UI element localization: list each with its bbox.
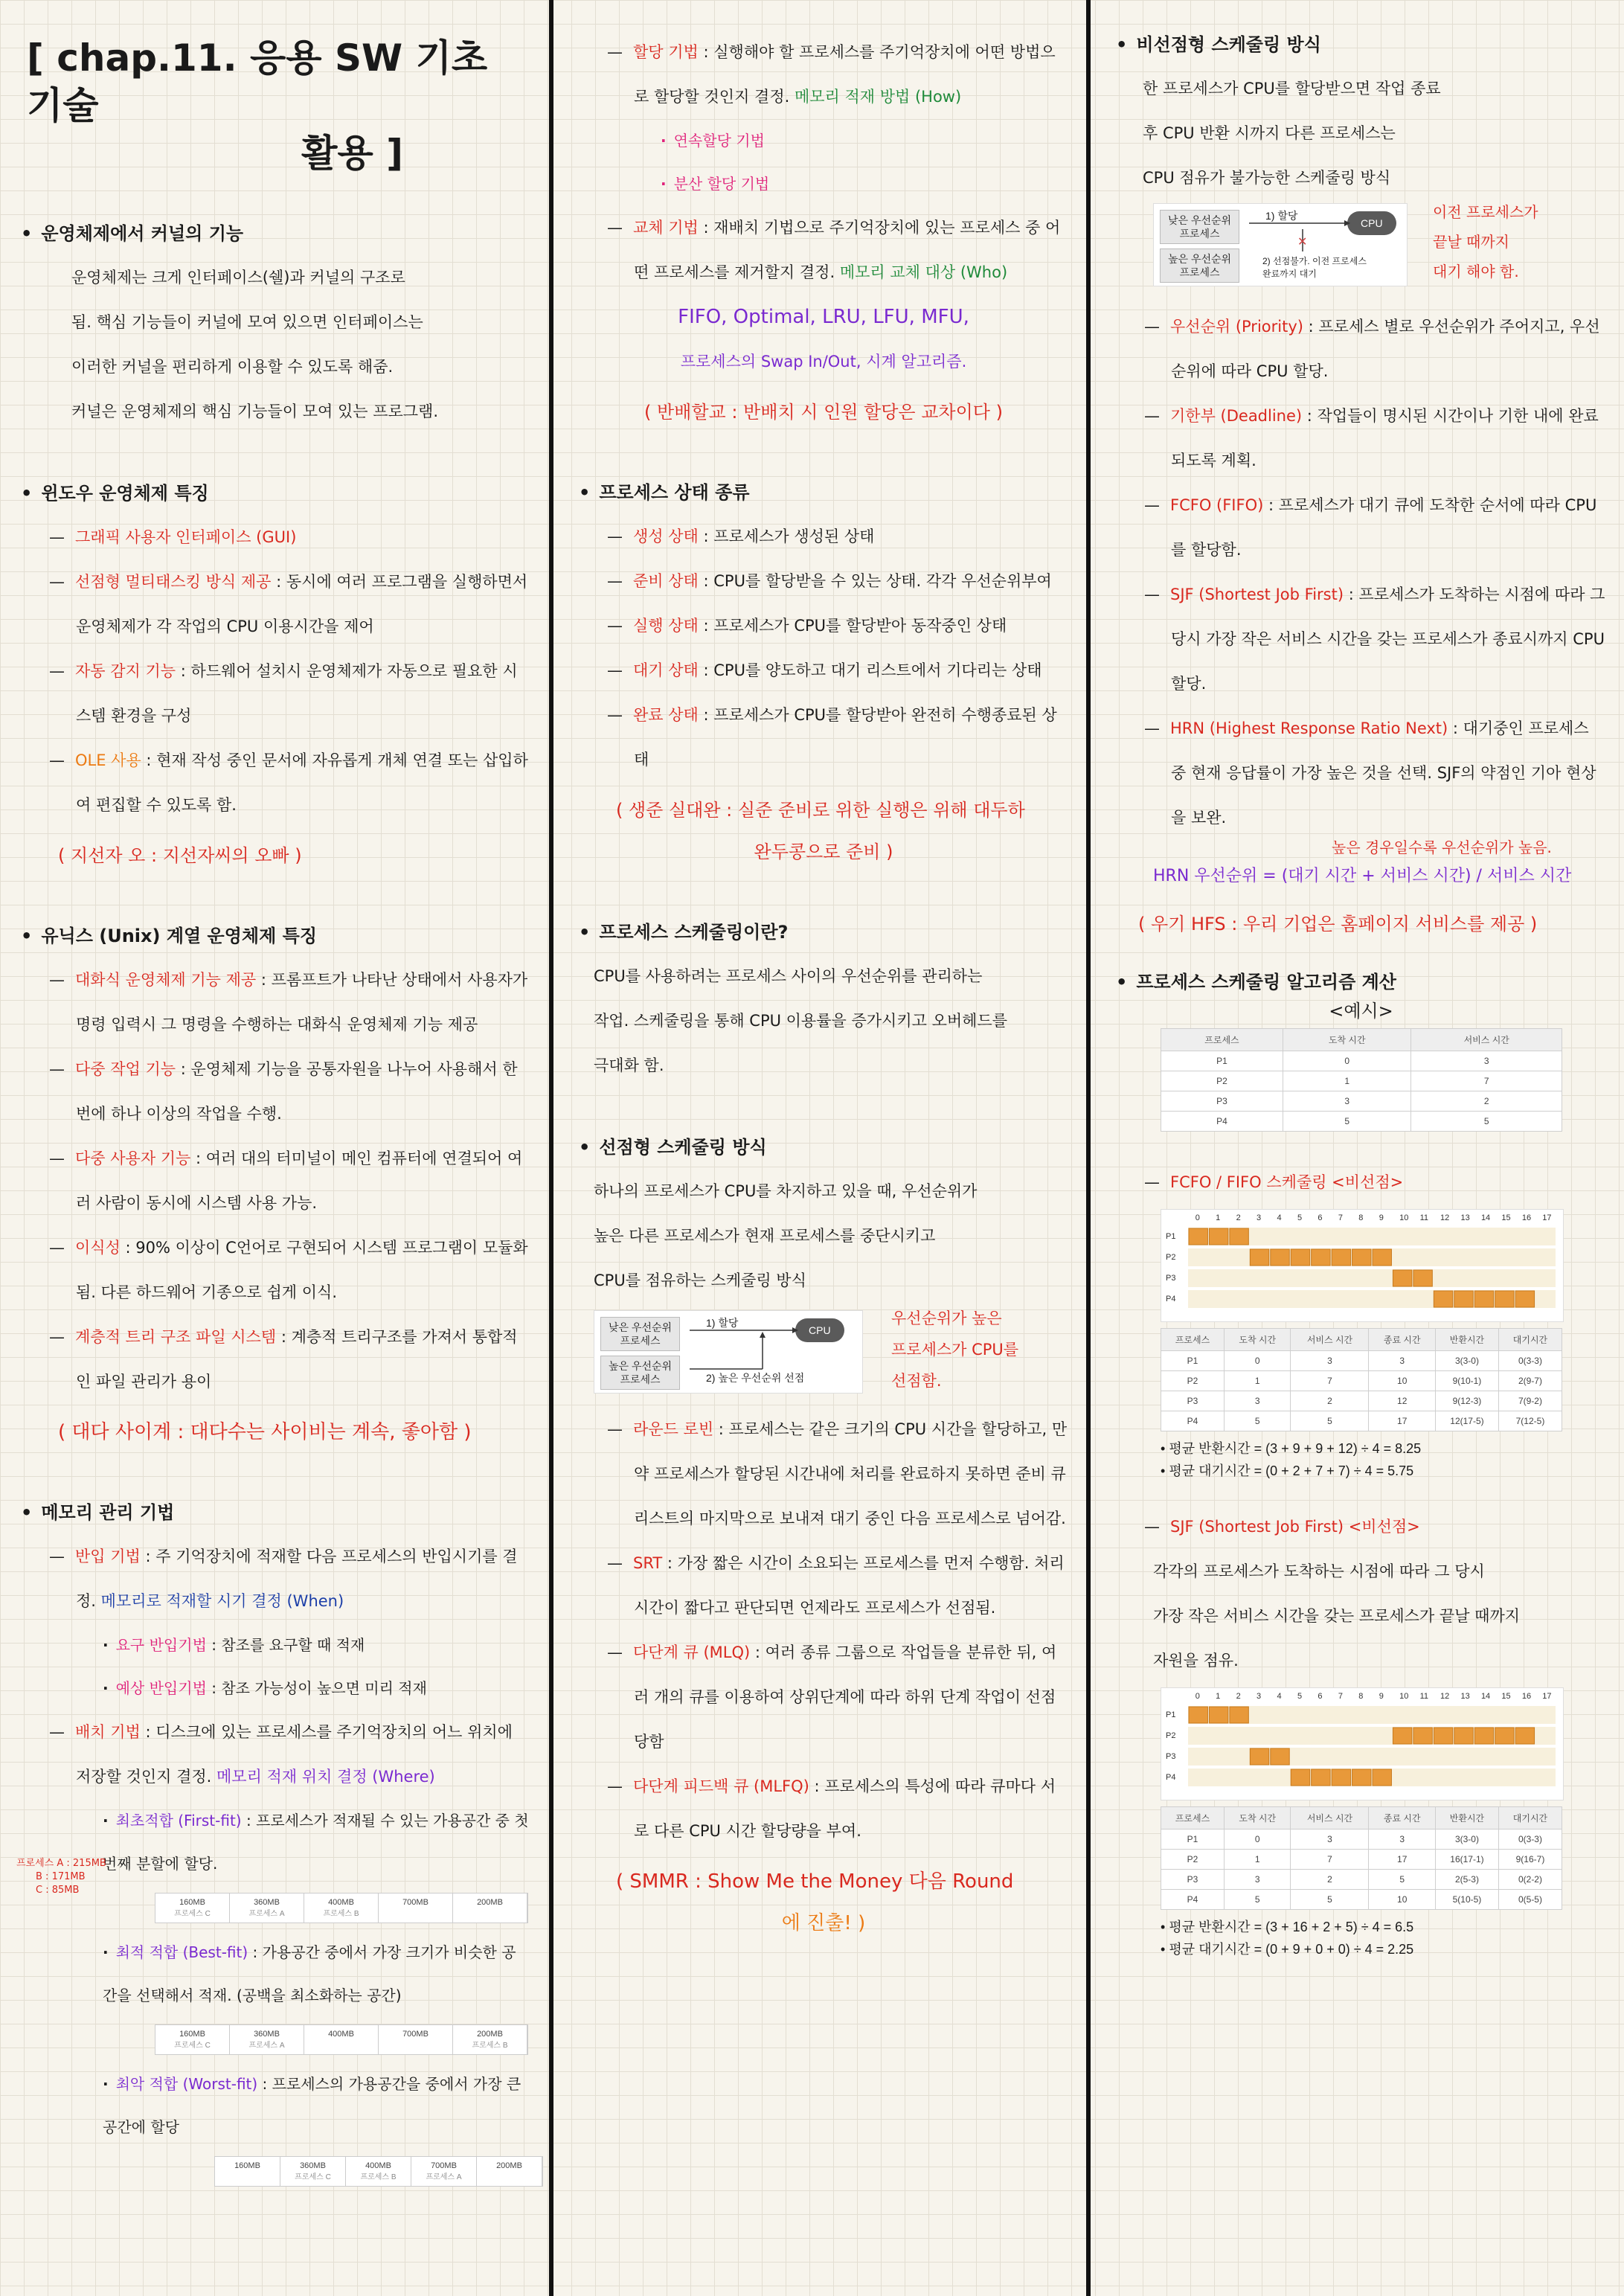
- table-row: P1 0 3: [1161, 1051, 1562, 1071]
- gantt-row-label: P1: [1166, 1232, 1176, 1241]
- gantt-tick: 2: [1236, 1692, 1241, 1701]
- memory-block: 200MB 프로세스 B: [453, 2025, 527, 2054]
- gantt-bar-cell: [1312, 1769, 1330, 1786]
- memory-block: 700MB: [379, 1893, 453, 1923]
- gantt-bar-cell: [1209, 1228, 1227, 1245]
- kernel-line: 됨. 핵심 기능들이 커널에 모여 있으면 인터페이스는: [71, 313, 423, 331]
- gantt-bar-cell: [1373, 1769, 1391, 1786]
- gantt-bar-cell: [1312, 1249, 1330, 1266]
- unix-item: — 다중 작업 기능 : 운영체제 기능을 공통자원을 나누어 사용해서 한번에 하나 이상의 작업을 수행.: [49, 1047, 530, 1136]
- sjf-line: 각각의 프로세스가 도착하는 시점에 따라 그 당시: [1153, 1562, 1485, 1580]
- table-row: P2 1 7 17 16(17-1) 9(16-7): [1161, 1850, 1562, 1870]
- memory-block: 700MB 프로세스 A: [411, 2157, 477, 2186]
- memory-block: 360MB 프로세스 C: [280, 2157, 346, 2186]
- gantt-tick: 8: [1358, 1692, 1364, 1701]
- gantt-bar-cell: [1515, 1728, 1534, 1744]
- nonpre-item: — SJF (Shortest Job First) : 프로세스가 도착하는 시점에 따라 그 당시 가장 작은 서비스 시간을 갖는 프로세스가 종료시까지 CPU 할당.: [1144, 572, 1606, 706]
- sjf-line: 자원을 점유.: [1153, 1652, 1239, 1670]
- arrow-label-1: 1) 할당: [1265, 210, 1298, 222]
- arrow-label-2: 2) 선점불가. 이전 프로세스 완료까지 대기: [1262, 256, 1367, 279]
- process-size: B : 171MB: [36, 1871, 86, 1882]
- gantt-bar-cell: [1230, 1228, 1248, 1245]
- memory-block: 360MB 프로세스 A: [230, 2025, 304, 2054]
- preempt-heading: • 선점형 스케줄링 방식: [579, 1132, 1068, 1158]
- state-item: — 완료 상태 : 프로세스가 CPU를 할당받아 완전히 수행종료된 상태: [607, 693, 1068, 782]
- arrows-icon: [1154, 204, 1407, 286]
- table-row: P3 3 2: [1161, 1091, 1562, 1112]
- memory-mnemonic: ( 반배할교 : 반배치 시 인원 할당은 교차이다 ): [644, 402, 1003, 423]
- memory-block: 400MB 프로세스 B: [304, 1893, 379, 1923]
- fcfo-gantt-chart: [1161, 1209, 1564, 1322]
- gantt-tick: 13: [1460, 1213, 1470, 1222]
- gantt-bar-cell: [1434, 1728, 1452, 1744]
- state-item: — 생성 상태 : 프로세스가 생성된 상태: [607, 514, 1068, 559]
- nonpre-line: 한 프로세스가 CPU를 할당받으면 작업 종료: [1143, 80, 1441, 97]
- nonpre-diagram: [1153, 203, 1408, 286]
- gantt-tick: 0: [1195, 1213, 1200, 1222]
- preempt-item: — SRT : 가장 짧은 시간이 소요되는 프로세스를 먼저 수행함. 처리시간이 짧다고 판단되면 언제라도 프로세스가 선점됨.: [607, 1541, 1068, 1630]
- replace-algos: FIFO, Optimal, LRU, LFU, MFU,: [678, 306, 969, 328]
- gantt-bar-cell: [1515, 1291, 1534, 1307]
- gantt-tick: 7: [1338, 1213, 1343, 1222]
- windows-item: — 선점형 멀티태스킹 방식 제공 : 동시에 여러 프로그램을 실행하면서 운영체제가 각 작업의 CPU 이용시간을 제어: [49, 559, 530, 649]
- gantt-row-label: P4: [1166, 1295, 1176, 1303]
- gantt-tick: 5: [1297, 1213, 1303, 1222]
- high-priority-box: 높은 우선순위 프로세스: [600, 1356, 680, 1390]
- memory-row-best: [155, 2024, 528, 2055]
- windows-mnemonic: ( 지선자 오 : 지선자씨의 오빠 ): [58, 845, 302, 866]
- gantt-tick: 10: [1399, 1213, 1409, 1222]
- gantt-tick: 6: [1318, 1692, 1323, 1701]
- state-item: — 대기 상태 : CPU를 양도하고 대기 리스트에서 기다리는 상태: [607, 648, 1068, 693]
- hrn-formula: HRN 우선순위 = (대기 시간 + 서비스 시간) / 서비스 시간: [1153, 867, 1572, 885]
- unix-item: — 다중 사용자 기능 : 여러 대의 터미널이 메인 컴퓨터에 연결되어 여러 사람이 동시에 시스템 사용 가능.: [49, 1136, 530, 1225]
- calc-heading: • 프로세스 스케줄링 알고리즘 계산: [1116, 967, 1606, 993]
- gantt-tick: 15: [1501, 1692, 1511, 1701]
- nonpre-item: — FCFO (FIFO) : 프로세스가 대기 큐에 도착한 순서에 따라 CPU를 할당함.: [1144, 483, 1606, 572]
- sjf-avg-turnaround: • 평균 반환시간 = (3 + 16 + 2 + 5) ÷ 4 = 6.5: [1161, 1916, 1606, 1938]
- nonpre-figure: [1153, 200, 1606, 304]
- nonpre-item: — HRN (Highest Response Ratio Next) : 대기중인 프로세스 중 현재 응답률이 가장 높은 것을 선택. SJF의 약점인 기아 현상을 보완.: [1144, 706, 1606, 840]
- fcfo-title: — FCFO / FIFO 스케줄링 <비선점>: [1144, 1160, 1606, 1205]
- gantt-lane: [1188, 1769, 1556, 1786]
- gantt-bar-cell: [1332, 1249, 1350, 1266]
- gantt-lane: [1188, 1748, 1556, 1766]
- unix-item: — 대화식 운영체제 기능 제공 : 프롬프트가 나타난 상태에서 사용자가 명령 입력시 그 명령을 수행하는 대화식 운영체제 기능 제공: [49, 958, 530, 1047]
- windows-item: — 자동 감지 기능 : 하드웨어 설치시 운영체제가 자동으로 필요한 시스템 환경을 구성: [49, 649, 530, 738]
- gantt-bar-cell: [1413, 1270, 1432, 1286]
- gantt-bar-cell: [1474, 1291, 1493, 1307]
- preempt-line: 하나의 프로세스가 CPU를 차지하고 있을 때, 우선순위가: [594, 1182, 978, 1200]
- fcfo-result-table: 프로세스 도착 시간 서비스 시간 종료 시간 반환시간 대기시간 P1 0 3 3 3(3-0) 0(3-3) P2 1 7 10 9(10-1) 2(9-7) P3 3 2 12 9(12-3) 7(9-2) P4 5 5 17 12(17-5) 7(12-5): [1161, 1328, 1562, 1431]
- table-row: P1 0 3 3 3(3-0) 0(3-3): [1161, 1830, 1562, 1850]
- title-line2: 활용 ]: [301, 132, 403, 175]
- preempt-line: 높은 다른 프로세스가 현재 프로세스를 중단시키고: [594, 1227, 936, 1245]
- gantt-tick: 11: [1419, 1213, 1429, 1222]
- state-heading: • 프로세스 상태 종류: [579, 478, 1068, 504]
- gantt-bar-cell: [1393, 1728, 1411, 1744]
- table-row: P3 3 2 5 2(5-3) 0(2-2): [1161, 1870, 1562, 1890]
- memory-block: 400MB: [304, 2025, 379, 2054]
- memory-block: 200MB: [477, 2157, 542, 2186]
- svg-text:✕: ✕: [1297, 236, 1308, 248]
- windows-item: — 그래픽 사용자 인터페이스 (GUI): [49, 515, 530, 559]
- preempt-item: — 다단계 큐 (MLQ) : 여러 종류 그룹으로 작업들을 분류한 뒤, 여러 개의 큐를 이용하여 상위단계에 따라 하위 단계 작업이 선점 당함: [607, 1630, 1068, 1764]
- state-mnemonic-2: 완두콩으로 준비 ): [754, 841, 893, 862]
- sjf-line: 가장 작은 서비스 시간을 갖는 프로세스가 끝날 때까지: [1153, 1607, 1521, 1625]
- gantt-tick: 11: [1419, 1692, 1429, 1701]
- first-fit-figure: [16, 1858, 530, 1923]
- sjf-result-table: 프로세스 도착 시간 서비스 시간 종료 시간 반환시간 대기시간 P1 0 3 3 3(3-0) 0(3-3) P2 1 7 17 16(17-1) 9(16-7) P3 3 2 5 2(5-3) 0(2-2) P4 5 5 10 5(10-5) 0(5-5): [1161, 1806, 1562, 1910]
- gantt-tick: 16: [1521, 1692, 1532, 1701]
- nonpre-item: — 기한부 (Deadline) : 작업들이 명시된 시간이나 기한 내에 완료 되도록 계획.: [1144, 394, 1606, 483]
- gantt-bar-cell: [1454, 1291, 1473, 1307]
- low-priority-box: 낮은 우선순위 프로세스: [1160, 210, 1239, 244]
- column-3: [1095, 0, 1624, 2296]
- replace-item: — 교체 기법 : 재배치 기법으로 주기억장치에 있는 프로세스 중 어떤 프로세스를 제거할지 결정. 메모리 교체 대상 (Who): [607, 205, 1068, 295]
- column-divider: [1086, 0, 1091, 2296]
- title-line1: [ chap.11. 응용 SW 기초 기술: [27, 36, 488, 127]
- fetch-sub: · 요구 반입기법 : 참조를 요구할 때 적재: [103, 1623, 530, 1667]
- gantt-tick: 2: [1236, 1213, 1241, 1222]
- kernel-heading: • 운영체제에서 커널의 기능: [21, 219, 530, 245]
- memory-block: 700MB: [379, 2025, 453, 2054]
- fcfo-avg-wait: • 평균 대기시간 = (0 + 2 + 7 + 7) ÷ 4 = 5.75: [1161, 1460, 1606, 1482]
- sjf-avg-wait: • 평균 대기시간 = (0 + 9 + 0 + 0) ÷ 4 = 2.25: [1161, 1938, 1606, 1960]
- gantt-bar-cell: [1413, 1728, 1432, 1744]
- gantt-tick: 14: [1480, 1213, 1491, 1222]
- table-row: P4 5 5: [1161, 1112, 1562, 1132]
- preempt-mnemonic-2: 에 진출! ): [781, 1912, 866, 1934]
- gantt-tick: 1: [1216, 1213, 1221, 1222]
- cpu-node: CPU: [795, 1318, 844, 1342]
- preempt-item: — 라운드 로빈 : 프로세스는 같은 크기의 CPU 시간을 할당하고, 만약 프로세스가 할당된 시간내에 처리를 완료하지 못하면 준비 큐 리스트의 마지막으로 보내져 대기 중인 다음 프로세스로 넘어감.: [607, 1407, 1068, 1541]
- kernel-body: [21, 255, 530, 434]
- gantt-tick: 10: [1399, 1692, 1409, 1701]
- gantt-bar-cell: [1495, 1728, 1514, 1744]
- nonpre-mnemonic: ( 우기 HFS : 우리 기업은 홈페이지 서비스를 제공 ): [1138, 914, 1538, 934]
- kernel-line: 커널은 운영체제의 핵심 기능들이 모여 있는 프로그램.: [71, 403, 439, 420]
- gantt-tick: 9: [1379, 1692, 1384, 1701]
- sched-line: 작업. 스케줄링을 통해 CPU 이용률을 증가시키고 오버헤드를: [594, 1012, 1008, 1030]
- preempt-side-note: 우선순위가 높은 프로세스가 CPU를 선점함.: [891, 1309, 1019, 1390]
- sjf-gantt-chart: [1161, 1687, 1564, 1800]
- memory-block: 360MB 프로세스 A: [230, 1893, 304, 1923]
- column-divider: [549, 0, 553, 2296]
- table-row: P4 5 5 17 12(17-5) 7(12-5): [1161, 1411, 1562, 1431]
- gantt-bar-cell: [1291, 1249, 1309, 1266]
- memory-place: — 배치 기법 : 디스크에 있는 프로세스를 주기억장치의 어느 위치에 저장할 것인지 결정. 메모리 적재 위치 결정 (Where): [49, 1710, 530, 1799]
- column-1: [0, 0, 549, 2296]
- gantt-bar-cell: [1250, 1249, 1268, 1266]
- first-fit: · 최초적합 (First-fit) : 프로세스가 적재될 수 있는 가용공간 중 첫번째 분할에 할당.: [103, 1799, 530, 1885]
- sched-line: 극대화 함.: [594, 1056, 664, 1074]
- alloc-item: — 할당 기법 : 실행해야 할 프로세스를 주기억장치에 어떤 방법으로 할당할 것인지 결정. 메모리 적재 방법 (How): [607, 30, 1068, 119]
- unix-heading: • 유닉스 (Unix) 계열 운영체제 특징: [21, 921, 530, 947]
- table-row: P3 3 2 12 9(12-3) 7(9-2): [1161, 1391, 1562, 1411]
- example-label: <예시>: [1329, 1001, 1393, 1022]
- process-size: 프로세스 A : 215MB: [16, 1858, 106, 1869]
- gantt-tick: 0: [1195, 1692, 1200, 1701]
- unix-mnemonic: ( 대다 사이계 : 대다수는 사이비는 계속, 좋아함 ): [58, 1421, 472, 1443]
- nonpre-heading: • 비선점형 스케줄링 방식: [1116, 30, 1606, 56]
- gantt-bar-cell: [1209, 1707, 1227, 1723]
- gantt-bar-cell: [1393, 1270, 1411, 1286]
- table-row: P4 5 5 10 5(10-5) 0(5-5): [1161, 1890, 1562, 1910]
- process-size: C : 85MB: [36, 1885, 80, 1896]
- gantt-tick: 12: [1440, 1213, 1450, 1222]
- gantt-bar-cell: [1454, 1728, 1473, 1744]
- memory-block: 160MB 프로세스 C: [155, 2025, 230, 2054]
- state-mnemonic: ( 생준 실대완 : 실준 준비로 위한 실행은 위해 대두하: [616, 800, 1025, 821]
- sched-heading: • 프로세스 스케줄링이란?: [579, 917, 1068, 943]
- gantt-lane: [1188, 1248, 1556, 1266]
- fetch-sub: · 예상 반입기법 : 참조 가능성이 높으면 미리 적재: [103, 1667, 530, 1710]
- memory-heading: • 메모리 관리 기법: [21, 1498, 530, 1524]
- gantt-bar-cell: [1352, 1769, 1371, 1786]
- gantt-tick: 8: [1358, 1213, 1364, 1222]
- preempt-diagram: [594, 1310, 863, 1394]
- gantt-tick: 17: [1542, 1692, 1552, 1701]
- gantt-tick: 6: [1318, 1213, 1323, 1222]
- gantt-tick: 17: [1542, 1213, 1552, 1222]
- memory-row-worst: [214, 2156, 543, 2187]
- gantt-tick: 5: [1297, 1692, 1303, 1701]
- high-priority-box: 높은 우선순위 프로세스: [1160, 248, 1239, 283]
- gantt-row-label: P2: [1166, 1253, 1176, 1262]
- gantt-tick: 4: [1277, 1213, 1282, 1222]
- gantt-row-label: P2: [1166, 1731, 1176, 1740]
- process-table: 프로세스 도착 시간 서비스 시간 P1 0 3 P2 1 7 P3 3 2 P4 5 5: [1161, 1028, 1562, 1132]
- gantt-tick: 12: [1440, 1692, 1450, 1701]
- memory-block: 200MB: [453, 1893, 527, 1923]
- memory-block: 160MB 프로세스 C: [155, 1893, 230, 1923]
- gantt-tick: 13: [1460, 1692, 1470, 1701]
- windows-heading: • 윈도우 운영체제 특징: [21, 478, 530, 504]
- gantt-bar-cell: [1495, 1291, 1514, 1307]
- windows-item: — OLE 사용 : 현재 작성 중인 문서에 자유롭게 개체 연결 또는 삽입하여 편집할 수 있도록 함.: [49, 738, 530, 827]
- state-item: — 준비 상태 : CPU를 할당받을 수 있는 상태. 각각 우선순위부여: [607, 559, 1068, 603]
- kernel-line: 이러한 커널을 편리하게 이용할 수 있도록 해줌.: [71, 358, 394, 376]
- preempt-line: CPU를 점유하는 스케줄링 방식: [594, 1272, 806, 1289]
- gantt-bar-cell: [1474, 1728, 1493, 1744]
- sjf-title: — SJF (Shortest Job First) <비선점>: [1144, 1504, 1606, 1549]
- gantt-tick: 14: [1480, 1692, 1491, 1701]
- gantt-row-label: P3: [1166, 1274, 1176, 1283]
- kernel-line: 운영체제는 크게 인터페이스(쉘)과 커널의 구조로: [71, 269, 405, 286]
- state-item: — 실행 상태 : 프로세스가 CPU를 할당받아 동작중인 상태: [607, 603, 1068, 648]
- gantt-tick: 3: [1256, 1692, 1262, 1701]
- preempt-item: — 다단계 피드백 큐 (MLFQ) : 프로세스의 특성에 따라 큐마다 서로 다른 CPU 시간 할당량을 부여.: [607, 1764, 1068, 1853]
- sched-line: CPU를 사용하려는 프로세스 사이의 우선순위를 관리하는: [594, 967, 983, 985]
- gantt-row-label: P4: [1166, 1773, 1176, 1782]
- gantt-row-label: P1: [1166, 1710, 1176, 1719]
- table-row: P2 1 7: [1161, 1071, 1562, 1091]
- gantt-bar-cell: [1291, 1769, 1309, 1786]
- best-fit: · 최적 적합 (Best-fit) : 가용공간 중에서 가장 크기가 비슷한 공간을 선택해서 적재. (공백을 최소화하는 공간): [103, 1931, 530, 2017]
- gantt-bar-cell: [1271, 1249, 1289, 1266]
- hrn-note: 높은 경우일수록 우선순위가 높음.: [1332, 838, 1552, 856]
- alloc-sub: · 연속할당 기법: [661, 119, 1068, 162]
- gantt-bar-cell: [1271, 1748, 1289, 1765]
- unix-item: — 이식성 : 90% 이상이 C언어로 구현되어 시스템 프로그램이 모듈화 됨. 다른 하드웨어 기종으로 쉽게 이식.: [49, 1225, 530, 1315]
- replace-algos-2: 프로세스의 Swap In/Out, 시계 알고리즘.: [680, 353, 967, 371]
- gantt-tick: 15: [1501, 1213, 1511, 1222]
- gantt-tick: 16: [1521, 1213, 1532, 1222]
- gantt-tick: 1: [1216, 1692, 1221, 1701]
- unix-item: — 계층적 트리 구조 파일 시스템 : 계층적 트리구조를 가져서 통합적인 파일 관리가 용이: [49, 1315, 530, 1404]
- gantt-bar-cell: [1332, 1769, 1350, 1786]
- gantt-lane: [1188, 1269, 1556, 1287]
- column-2: [556, 0, 1085, 2296]
- arrow-label-2: 2) 높은 우선순위 선점: [706, 1372, 805, 1384]
- alloc-sub: · 분산 할당 기법: [661, 162, 1068, 205]
- gantt-bar-cell: [1434, 1291, 1452, 1307]
- gantt-tick: 4: [1277, 1692, 1282, 1701]
- gantt-row-label: P3: [1166, 1752, 1176, 1761]
- table-row: P2 1 7 10 9(10-1) 2(9-7): [1161, 1371, 1562, 1391]
- low-priority-box: 낮은 우선순위 프로세스: [600, 1317, 680, 1351]
- gantt-bar-cell: [1250, 1748, 1268, 1765]
- gantt-tick: 9: [1379, 1213, 1384, 1222]
- gantt-bar-cell: [1373, 1249, 1391, 1266]
- arrow-label-1: 1) 할당: [706, 1317, 739, 1329]
- gantt-bar-cell: [1189, 1707, 1207, 1723]
- cpu-node: CPU: [1347, 211, 1396, 235]
- nonpre-line: 후 CPU 반환 시까지 다른 프로세스는: [1143, 124, 1396, 142]
- gantt-tick: 7: [1338, 1692, 1343, 1701]
- nonpre-line: CPU 점유가 불가능한 스케줄링 방식: [1143, 169, 1391, 187]
- fcfo-avg-turnaround: • 평균 반환시간 = (3 + 9 + 9 + 12) ÷ 4 = 8.25: [1161, 1437, 1606, 1460]
- gantt-tick: 3: [1256, 1213, 1262, 1222]
- memory-fetch: — 반입 기법 : 주 기억장치에 적재할 다음 프로세스의 반입시기를 결정. 메모리로 적재할 시기 결정 (When): [49, 1534, 530, 1623]
- page-title: [27, 34, 530, 177]
- memory-row-first: [155, 1893, 528, 1923]
- preempt-mnemonic: ( SMMR : Show Me the Money 다음 Round: [616, 1870, 1014, 1893]
- gantt-bar-cell: [1189, 1228, 1207, 1245]
- nonpre-item: — 우선순위 (Priority) : 프로세스 별로 우선순위가 주어지고, 우선 순위에 따라 CPU 할당.: [1144, 304, 1606, 394]
- gantt-bar-cell: [1230, 1707, 1248, 1723]
- preempt-figure: [594, 1303, 1068, 1407]
- memory-block: 400MB 프로세스 B: [346, 2157, 411, 2186]
- table-row: P1 0 3 3 3(3-0) 0(3-3): [1161, 1351, 1562, 1371]
- gantt-bar-cell: [1352, 1249, 1371, 1266]
- nonpre-side-note: 이전 프로세스가 끝날 때까지 대기 해야 함.: [1433, 203, 1538, 280]
- memory-block: 160MB: [215, 2157, 280, 2186]
- arrows-icon: [594, 1311, 862, 1393]
- worst-fit: · 최악 적합 (Worst-fit) : 프로세스의 가용공간을 중에서 가장 큰 공간에 할당: [103, 2062, 530, 2149]
